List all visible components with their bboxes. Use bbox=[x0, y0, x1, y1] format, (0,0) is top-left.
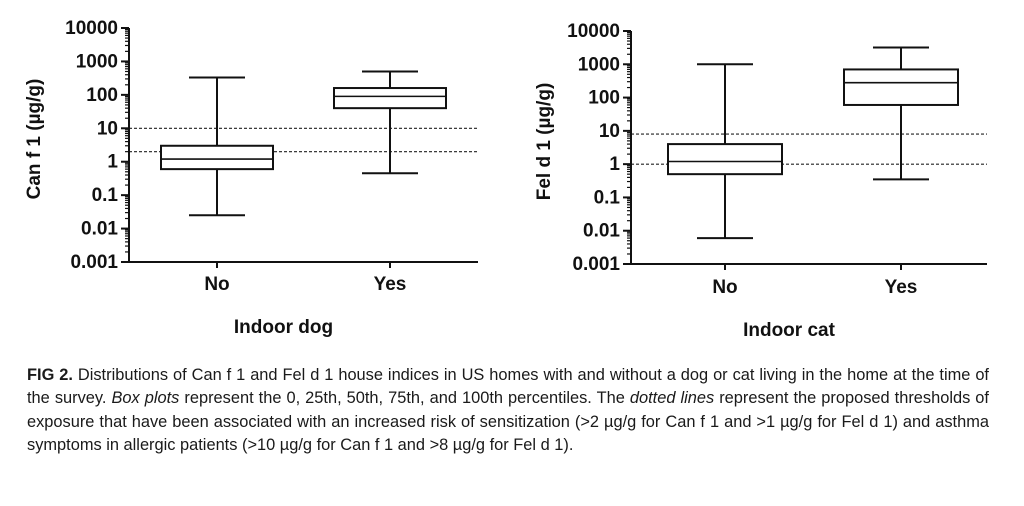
x-category-label: No bbox=[712, 277, 738, 298]
box-iqr bbox=[668, 144, 782, 174]
caption-text-3: represent the proposed thresholds of exposure that have been associated with an increased risk of sensitization (>2 µg/g for Can f 1 and >1 µg/g for Fel d 1) and asthma symptoms in allergic patients (>10 µg/g for Can f 1 and >8 µg/g for Fel d 1). bbox=[27, 389, 989, 455]
caption-emphasis-dotted-lines: dotted lines bbox=[629, 389, 715, 408]
box-iqr bbox=[844, 69, 958, 105]
chart-panel-1 bbox=[24, 18, 478, 338]
caption-emphasis-box-plots: Box plots bbox=[111, 389, 180, 408]
y-tick-label: 0.01 bbox=[81, 218, 118, 240]
x-axis-title: Indoor dog bbox=[233, 317, 334, 338]
y-tick-label: 1 bbox=[609, 154, 620, 176]
y-axis-title: Fel d 1 (µg/g) bbox=[534, 82, 555, 201]
box-yes bbox=[844, 47, 958, 179]
y-axis-title: Can f 1 (µg/g) bbox=[24, 78, 45, 200]
x-axis-title: Indoor cat bbox=[743, 320, 835, 341]
y-tick-label: 1000 bbox=[75, 51, 118, 73]
y-tick-label: 0.001 bbox=[70, 252, 118, 273]
y-tick-label: 0.1 bbox=[91, 185, 118, 207]
box-no bbox=[668, 64, 782, 238]
box-iqr bbox=[334, 88, 446, 108]
caption-label: FIG 2. bbox=[27, 366, 73, 384]
y-tick-label: 10000 bbox=[65, 18, 118, 39]
y-tick-label: 1000 bbox=[577, 54, 620, 76]
y-tick-label: 0.001 bbox=[572, 254, 620, 275]
y-tick-label: 10 bbox=[598, 120, 620, 142]
y-tick-label: 100 bbox=[588, 87, 620, 109]
x-category-label: Yes bbox=[373, 274, 407, 295]
y-tick-label: 10000 bbox=[567, 21, 620, 42]
y-tick-label: 10 bbox=[96, 118, 118, 140]
y-tick-label: 0.1 bbox=[593, 187, 620, 209]
caption-text-1: Distributions of Can f 1 and Fel d 1 house indices in US homes with and without a dog or cat living in the home at the time of the survey. bbox=[27, 366, 989, 408]
y-tick-label: 100 bbox=[86, 84, 118, 106]
box-iqr bbox=[161, 146, 273, 169]
chart-panel-2 bbox=[534, 21, 987, 341]
y-tick-label: 0.01 bbox=[583, 220, 620, 242]
box-no bbox=[161, 78, 273, 216]
y-tick-label: 1 bbox=[107, 151, 118, 173]
box-yes bbox=[334, 71, 446, 173]
figure-caption bbox=[27, 364, 989, 458]
x-category-label: Yes bbox=[884, 277, 918, 298]
x-category-label: No bbox=[204, 274, 230, 295]
caption-text-2: represent the 0, 25th, 50th, 75th, and 100th percentiles. The bbox=[179, 389, 630, 408]
